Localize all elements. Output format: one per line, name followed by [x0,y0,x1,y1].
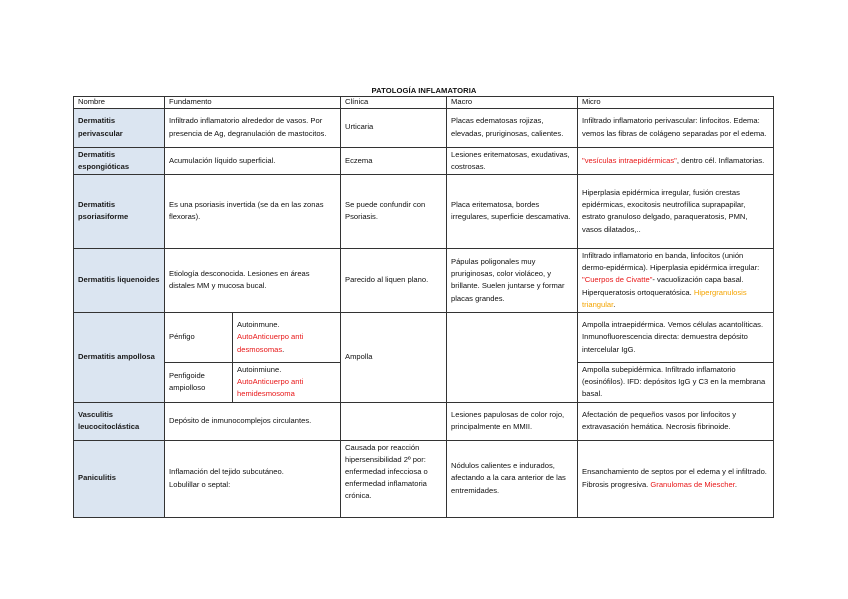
header-micro: Micro [578,97,774,109]
fundamento-paniculitis-1: Inflamación del tejido subcutáneo. [169,467,284,477]
micro-psoriasiforme: Hiperplasia epidérmica irregular, fusión crestas epidérmicas, exocitosis neutrofílica suprapapilar, estrato granuloso delgado, paraqueratosis, PMN, vasos dilatados,.. [578,174,774,248]
header-fundamento: Fundamento [165,97,341,109]
document-title: PATOLOGÍA INFLAMATORIA [371,86,477,95]
row-penfigo [74,312,774,362]
row-espongiotica [74,147,774,174]
penfigoide-fundamento [233,362,341,402]
header-row [74,97,774,109]
row-liquenoide [74,248,774,312]
penfigo-fundamento [233,312,341,362]
inflammatory-pathology-table [73,96,774,518]
micro-liquenoide-hipergranulosis: Hipergranulosis triangular [582,287,747,309]
clinica-vasculitis [341,402,447,440]
header-nombre: Nombre [74,97,165,109]
macro-psoriasiforme: Placa eritematosa, bordes irregulares, superficie descamativa. [447,174,578,248]
micro-espongiotica-highlight: "vesículas intraepidérmicas" [582,155,677,165]
micro-penfigoide: Ampolla subepidérmica. Infiltrado inflamatorio (eosinófilos). IFD: depósitos IgG y C3 en la membrana basal. [578,362,774,402]
name-perivascular: Dermatitis perivascular [74,108,165,147]
fundamento-paniculitis-2: Lobulillar o septal: [169,479,231,489]
micro-paniculitis-granulomas: Granulomas de Miescher [650,479,735,489]
macro-vasculitis: Lesiones papulosas de color rojo, principalmente en MMII. [447,402,578,440]
fundamento-psoriasiforme: Es una psoriasis invertida (se da en las zonas flexoras). [165,174,341,248]
clinica-espongiotica: Eczema [341,147,447,174]
micro-paniculitis-text-b: . [734,479,737,489]
penfigo-anticuerpo: AutoAnticuerpo anti desmosomas [237,332,304,354]
row-perivascular [74,108,774,147]
penfigoide-label: Penfigoide ampiolloso [165,362,233,402]
penfigoide-autoinmune: Autoinmiune. [237,364,282,374]
micro-liquenoide-text-b: - vacuolización capa basal. Hiperqueratosis ortoqueratósica. [582,275,744,297]
micro-paniculitis [578,440,774,517]
penfigo-end: . [282,344,285,354]
micro-liquenoide-text-a: Infiltrado inflamatorio en banda, linfocitos (unión dermo-epidérmica). Hiperplasia epidérmica irregular: [582,250,760,273]
macro-espongiotica: Lesiones eritematosas, exudativas, costrosas. [447,147,578,174]
fundamento-perivascular: Infiltrado inflamatorio alrededor de vasos. Por presencia de Ag, degranulación de mastocitos. [165,108,341,147]
header-macro: Macro [447,97,578,109]
micro-penfigo: Ampolla intraepidérmica. Vemos células acantolíticas. Inmunofluorescencia directa: demuestra depósito intercelular IgG. [578,312,774,362]
fundamento-paniculitis [165,440,341,517]
micro-espongiotica-text: , dentro cél. Inflamatorias. [676,155,765,165]
name-psoriasiforme: Dermatitis psoriasiforme [74,174,165,248]
row-paniculitis [74,440,774,517]
clinica-perivascular: Urticaria [341,108,447,147]
micro-vasculitis: Afectación de pequeños vasos por linfocitos y extravasación hemática. Necrosis fibrinoide. [578,402,774,440]
micro-liquenoide-text-c: . [613,299,616,309]
clinica-liquenoide: Parecido al liquen plano. [341,248,447,312]
micro-liquenoide-civatte: "Cuerpos de Civatte" [582,275,653,285]
micro-perivascular: Infiltrado inflamatorio perivascular: linfocitos. Edema: vemos las fibras de colágeno separadas por el edema. [578,108,774,147]
clinica-psoriasiforme: Se puede confundir con Psoriasis. [341,174,447,248]
fundamento-liquenoide: Etiología desconocida. Lesiones en áreas distales MM y mucosa bucal. [165,248,341,312]
micro-paniculitis-text-a: Ensanchamiento de septos por el edema y el infiltrado. Fibrosis progresiva. [582,467,767,489]
macro-paniculitis: Nódulos calientes e indurados, afectando a la cara anterior de las entremidades. [447,440,578,517]
name-vasculitis: Vasculitis leucocitoclástica [74,402,165,440]
penfigoide-anticuerpo: AutoAnticuerpo anti hemidesmosoma [237,377,304,399]
macro-liquenoide: Pápulas poligonales muy pruriginosas, color violáceo, y brillante. Suelen juntarse y formar placas grandes. [447,248,578,312]
name-liquenoide: Dermatitis liquenoides [74,248,165,312]
row-psoriasiforme [74,174,774,248]
penfigo-label: Pénfigo [165,312,233,362]
header-clinica: Clínica [341,97,447,109]
clinica-ampollosa: Ampolla [341,312,447,402]
micro-liquenoide [578,248,774,312]
macro-perivascular: Placas edematosas rojizas, elevadas, pruriginosas, calientes. [447,108,578,147]
name-ampollosa: Dermatitis ampollosa [74,312,165,402]
penfigo-autoinmune: Autoinmune. [237,320,280,330]
name-paniculitis: Paniculitis [74,440,165,517]
name-espongiotica: Dermatitis espongióticas [74,147,165,174]
clinica-paniculitis: Causada por reacción hipersensibilidad 2º por: enfermedad infecciosa o enfermedad inflamatoria crónica. [341,440,447,517]
micro-espongiotica [578,147,774,174]
row-vasculitis [74,402,774,440]
fundamento-espongiotica: Acumulación líquido superficial. [165,147,341,174]
macro-ampollosa [447,312,578,402]
fundamento-vasculitis: Depósito de inmunocomplejos circulantes. [165,402,341,440]
